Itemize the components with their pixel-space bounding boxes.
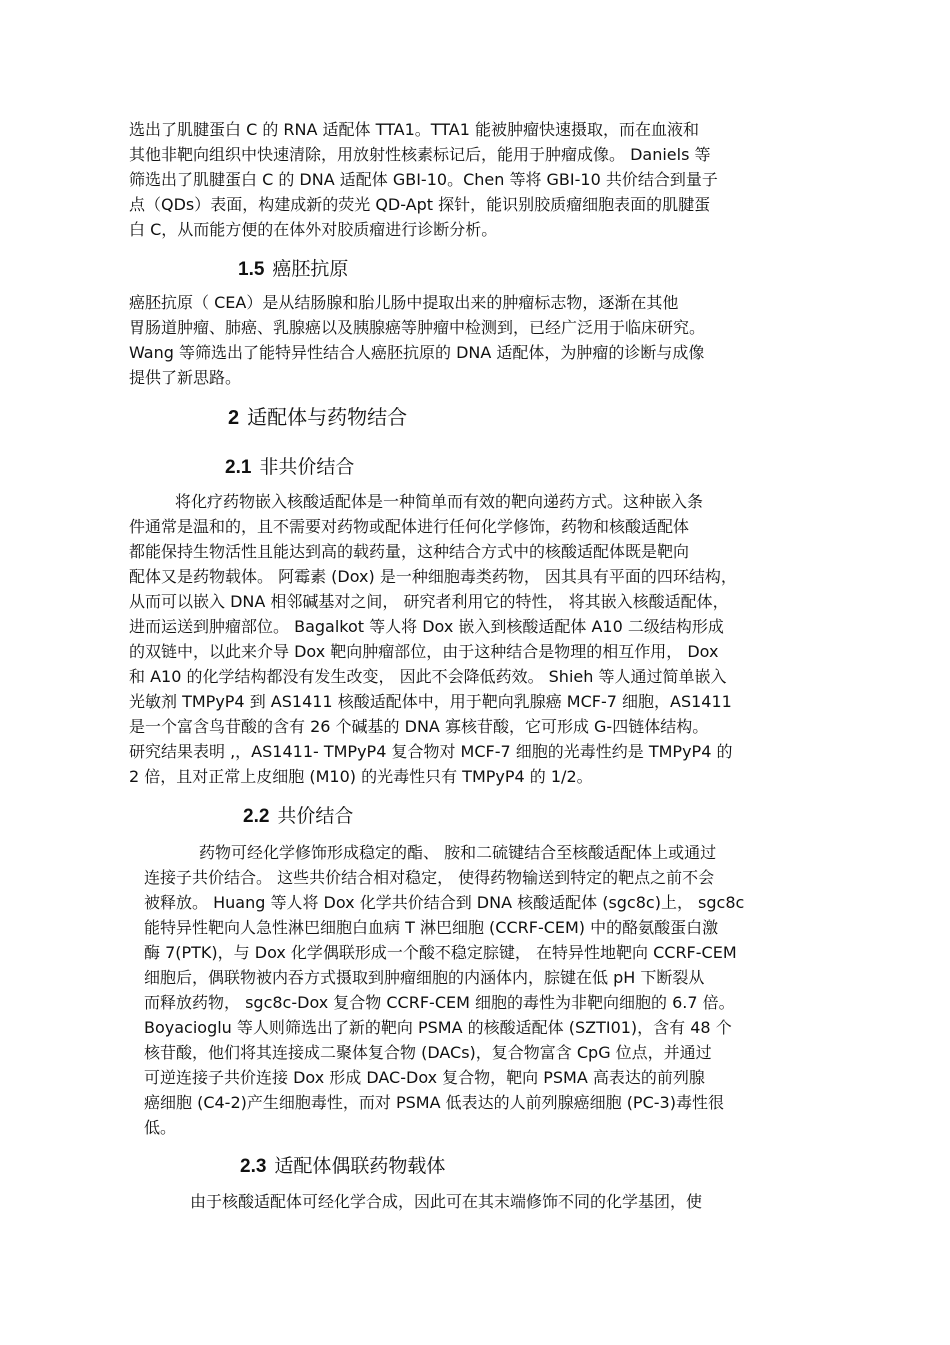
text-line: 低。 [144, 1118, 177, 1137]
text-line: 提供了新思路。 [129, 368, 242, 387]
section-title: 适配体偶联药物载体 [274, 1155, 446, 1177]
section-heading-2-1 [225, 455, 354, 480]
text-line: 连接子共价结合。 这些共价结合相对稳定， 使得药物输送到特定的靶点之前不会 [144, 868, 715, 887]
text-line: 的双链中，以此来介导 Dox 靶向肿瘤部位，由于这种结合是物理的相互作用， Dox [129, 642, 719, 661]
text-line: 筛选出了肌腱蛋白 C 的 DNA 适配体 GBI-10。Chen 等将 GBI-10 共价结合到量子 [129, 170, 718, 189]
section-number: 1.5 [238, 259, 265, 280]
section-heading-1-5 [238, 257, 348, 282]
text-line: 癌胚抗原（ CEA）是从结肠腺和胎儿肠中提取出来的肿瘤标志物，逐渐在其他 [129, 293, 679, 312]
text-line: 从而可以嵌入 DNA 相邻碱基对之间， 研究者利用它的特性， 将其嵌入核酸适配体， [129, 592, 729, 611]
section-heading-2 [228, 405, 407, 430]
section-title: 癌胚抗原 [272, 258, 349, 280]
text-line: 都能保持生物活性且能达到高的载药量，这种结合方式中的核酸适配体既是靶向 [129, 542, 690, 561]
text-line: 由于核酸适配体可经化学合成，因此可在其末端修饰不同的化学基团，使 [190, 1192, 703, 1211]
section-number: 2.3 [240, 1156, 267, 1177]
text-line: 将化疗药物嵌入核酸适配体是一种简单而有效的靶向递药方式。这种嵌入条 [175, 492, 704, 511]
section-title: 适配体与药物结合 [247, 405, 408, 429]
text-line: 癌细胞 (C4-2)产生细胞毒性，而对 PSMA 低表达的人前列腺癌细胞 (PC-3)毒性很 [144, 1093, 724, 1112]
text-line: 白 C，从而能方便的在体外对胶质瘤进行诊断分析。 [129, 220, 498, 239]
text-line: 研究结果表明 ,，AS1411- TMPyP4 复合物对 MCF-7 细胞的光毒性约是 TMPyP4 的 [129, 742, 733, 761]
text-line: 选出了肌腱蛋白 C 的 RNA 适配体 TTA1。TTA1 能被肿瘤快速摄取，而在血液和 [129, 120, 700, 139]
text-line: Wang 等筛选出了能特异性结合人癌胚抗原的 DNA 适配体，为肿瘤的诊断与成像 [129, 343, 705, 362]
section-number: 2.2 [243, 806, 270, 827]
text-line: 点（QDs）表面，构建成新的荧光 QD-Apt 探针，能识别胶质瘤细胞表面的肌腱蛋 [129, 195, 711, 214]
section-heading-2-2 [243, 804, 353, 829]
text-line: 是一个富含鸟苷酸的含有 26 个碱基的 DNA 寡核苷酸，它可形成 G-四链体结构。 [129, 717, 709, 736]
section-number: 2.1 [225, 457, 252, 478]
text-line: 而释放药物， sgc8c-Dox 复合物 CCRF-CEM 细胞的毒性为非靶向细胞的 6.7 倍。 [144, 993, 735, 1012]
text-line: 被释放。 Huang 等人将 Dox 化学共价结合到 DNA 核酸适配体 (sgc8c)上， sgc8c [144, 893, 745, 912]
text-line: 能特异性靶向人急性淋巴细胞白血病 T 淋巴细胞 (CCRF-CEM) 中的酪氨酸蛋白激 [144, 918, 719, 937]
text-line: 光敏剂 TMPyP4 到 AS1411 核酸适配体中，用于靶向乳腺癌 MCF-7 细胞，AS1411 [129, 692, 732, 711]
section-title: 共价结合 [277, 805, 354, 827]
text-line: 2 倍，且对正常上皮细胞 (M10) 的光毒性只有 TMPyP4 的 1/2。 [129, 767, 593, 786]
text-line: 进而运送到肿瘤部位。 Bagalkot 等人将 Dox 嵌入到核酸适配体 A10 二级结构形成 [129, 617, 724, 636]
section-title: 非共价结合 [259, 456, 355, 478]
section-number: 2 [228, 407, 240, 429]
text-line: 酶 7(PTK)，与 Dox 化学偶联形成一个酸不稳定腙键， 在特异性地靶向 CCRF-CEM [144, 943, 737, 962]
text-line: 其他非靶向组织中快速清除，用放射性核素标记后，能用于肿瘤成像。 Daniels 等 [129, 145, 711, 164]
text-line: 细胞后，偶联物被内吞方式摄取到肿瘤细胞的内涵体内，腙键在低 pH 下断裂从 [144, 968, 705, 987]
text-line: 件通常是温和的，且不需要对药物或配体进行任何化学修饰，药物和核酸适配体 [129, 517, 690, 536]
text-line: 可逆连接子共价连接 Dox 形成 DAC-Dox 复合物，靶向 PSMA 高表达的前列腺 [144, 1068, 705, 1087]
text-line: 配体又是药物载体。 阿霉素 (Dox) 是一种细胞毒类药物， 因其具有平面的四环结构， [129, 567, 737, 586]
text-line: 药物可经化学修饰形成稳定的酯、 胺和二硫键结合至核酸适配体上或通过 [199, 843, 717, 862]
text-line: Boyacioglu 等人则筛选出了新的靶向 PSMA 的核酸适配体 (SZTI01)，含有 48 个 [144, 1018, 732, 1037]
text-line: 胃肠道肿瘤、肺癌、乳腺癌以及胰腺癌等肿瘤中检测到，已经广泛用于临床研究。 [129, 318, 706, 337]
text-line: 和 A10 的化学结构都没有发生改变， 因此不会降低药效。 Shieh 等人通过简单嵌入 [129, 667, 727, 686]
text-line: 核苷酸，他们将其连接成二聚体复合物 (DACs)，复合物富含 CpG 位点，并通过 [144, 1043, 712, 1062]
section-heading-2-3 [240, 1154, 445, 1179]
